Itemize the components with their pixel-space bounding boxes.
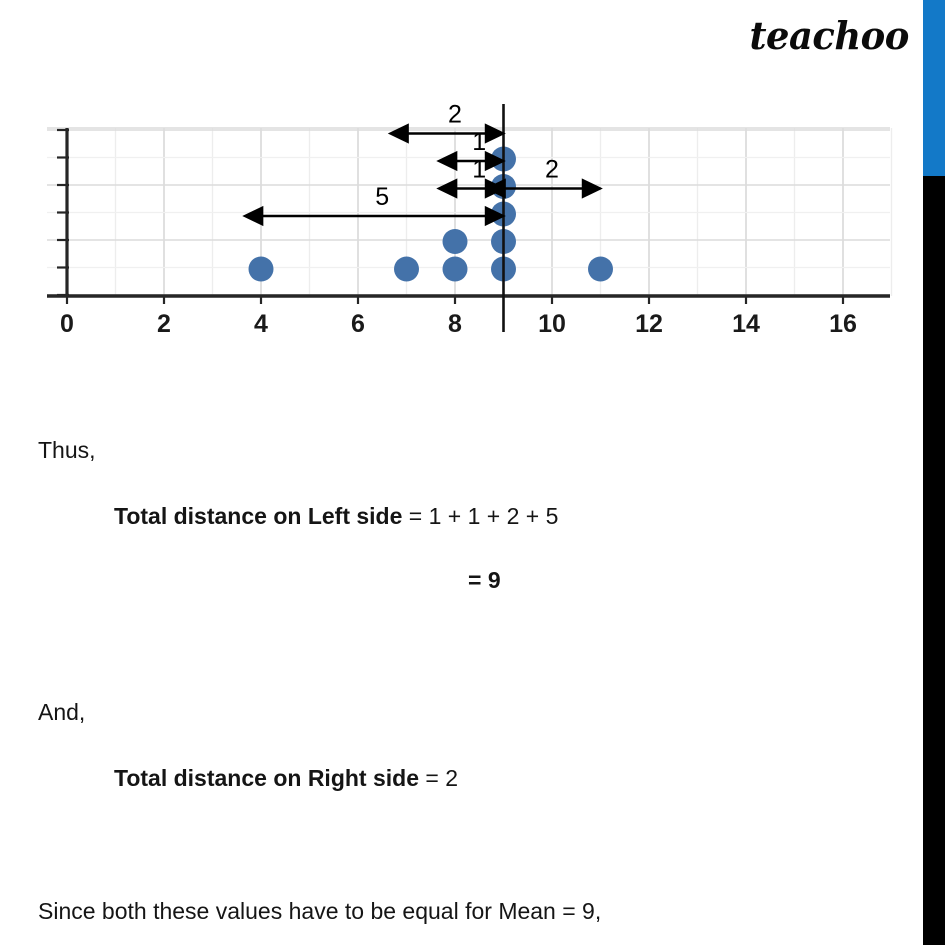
left-total-label: Total distance on Left side	[114, 503, 403, 529]
distance-label: 1	[472, 155, 487, 184]
text-right-total	[114, 765, 458, 792]
x-tick-label: 4	[254, 310, 268, 338]
data-dot	[443, 229, 468, 254]
x-tick-label: 8	[448, 310, 462, 338]
right-total-value: = 2	[419, 765, 459, 791]
x-tick-label: 12	[635, 310, 663, 338]
chart-tick-labels	[60, 310, 857, 338]
distance-label: 2	[545, 155, 559, 184]
data-dot	[394, 257, 419, 282]
x-tick-label: 6	[351, 310, 365, 338]
data-dot	[588, 257, 613, 282]
text-and: And,	[38, 699, 86, 725]
data-dot	[443, 257, 468, 282]
chart-gridlines	[47, 128, 892, 296]
x-tick-label: 2	[157, 310, 171, 338]
text-left-total	[114, 503, 558, 530]
distance-label: 5	[375, 183, 390, 211]
distance-label: 1	[472, 128, 487, 156]
text-conclusion: Since both these values have to be equal for Mean = 9,	[38, 898, 602, 924]
text-thus: Thus,	[38, 437, 96, 463]
x-tick-label: 10	[538, 310, 566, 338]
dot-plot-chart	[0, 0, 945, 400]
x-tick-label: 14	[732, 310, 760, 338]
text-left-total-result: = 9	[468, 567, 501, 593]
left-total-value: = 1 + 1 + 2 + 5	[402, 503, 559, 529]
x-tick-label: 0	[60, 310, 74, 338]
data-dot	[249, 257, 274, 282]
chart-annotations	[261, 101, 601, 217]
teachoo-logo: teachoo	[749, 13, 909, 58]
distance-label: 2	[448, 100, 462, 129]
x-tick-label: 16	[829, 310, 857, 338]
right-total-label: Total distance on Right side	[114, 765, 419, 791]
